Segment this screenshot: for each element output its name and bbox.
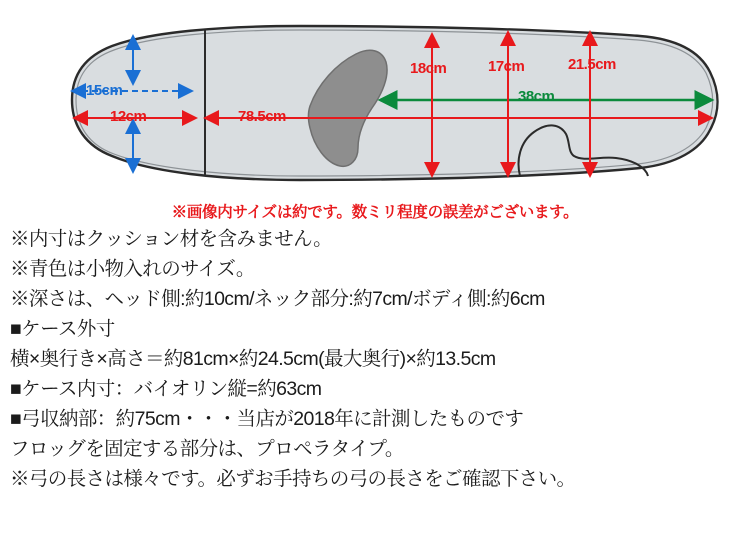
dimension-label-18cm: 18cm — [410, 60, 447, 77]
dimension-label-21-5cm: 21.5cm — [568, 56, 616, 73]
dimension-label-12cm: 12cm — [110, 108, 147, 125]
note-line: ※内寸はクッション材を含みません。 — [10, 228, 333, 250]
dimension-label-17cm: 17cm — [488, 58, 525, 75]
dimension-label-78-5cm: 78.5cm — [238, 108, 286, 125]
dimension-label-38cm: 38cm — [518, 88, 555, 105]
note-line: フロッグを固定する部分は、プロペラタイプ。 — [10, 438, 404, 460]
note-line: ※深さは、ヘッド側:約10cm/ネック部分:約7cm/ボディ側:約6cm — [10, 288, 545, 310]
note-line: ※弓の長さは様々です。必ずお手持ちの弓の長さをご確認下さい。 — [10, 468, 576, 490]
size-approximation-notice: ※画像内サイズは約です。数ミリ程度の誤差がございます。 — [171, 204, 579, 221]
case-outline — [72, 26, 718, 180]
spec-notes-list — [10, 224, 746, 494]
violin-case-diagram — [0, 0, 750, 200]
dimension-label-15cm: 15cm — [86, 82, 123, 99]
note-line: ※青色は小物入れのサイズ。 — [10, 258, 255, 280]
note-line: ■弓収納部：約75cm・・・当店が2018年に計測したものです — [10, 408, 524, 430]
note-line: ■ケース外寸 — [10, 318, 115, 340]
note-line: ■ケース内寸：バイオリン縦=約63cm — [10, 378, 322, 400]
note-line: 横×奥行き×高さ＝約81cm×約24.5cm(最大奥行)×約13.5cm — [10, 348, 496, 370]
